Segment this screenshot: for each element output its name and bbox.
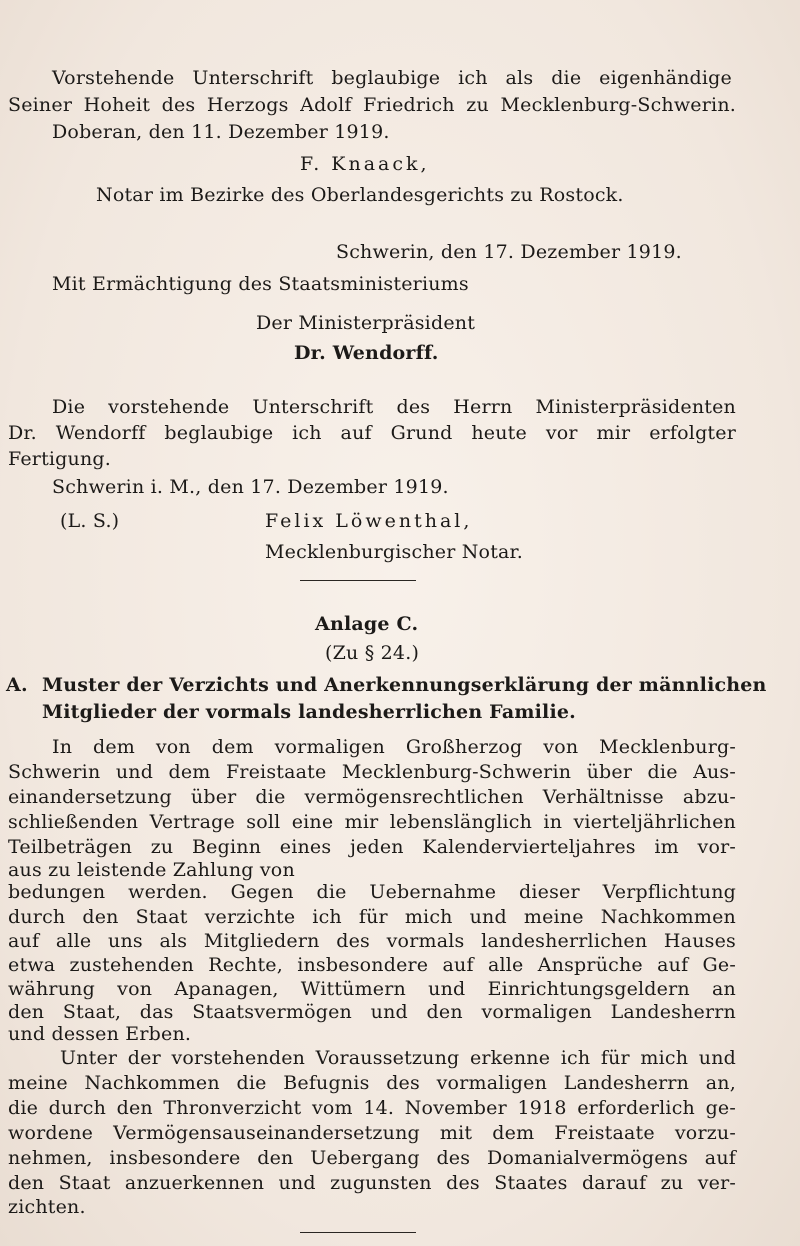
para1-line: auf alle uns als Mitgliedern des vormals landesherrlichen Hauses (8, 930, 736, 952)
certification2-line-2: Dr. Wendorff beglaubige ich auf Grund heute vor mir erfolgter (8, 422, 736, 444)
annex-reference: (Zu § 24.) (325, 642, 420, 664)
para1-line: etwa zustehenden Rechte, insbesondere auf alle Ansprüche auf Ge- (8, 954, 736, 976)
place-date-schwerin-2: Schwerin i. M., den 17. Dezember 1919. (52, 476, 449, 498)
section-heading-line-1: Muster der Verzichts und Anerkennungserklärung der männlichen (42, 674, 767, 696)
annex-title: Anlage C. (315, 613, 419, 635)
para1-line: schließenden Vertrage soll eine mir lebenslänglich in vierteljährlichen (8, 811, 736, 833)
para1-line: In dem von dem vormaligen Großherzog von Mecklenburg- (52, 736, 736, 758)
para1-line: bedungen werden. Gegen die Uebernahme dieser Verpflichtung (8, 881, 736, 903)
notary-title: Mecklenburgischer Notar. (265, 541, 523, 563)
para2-line: nehmen, insbesondere den Uebergang des Domanialvermögens auf (8, 1147, 736, 1169)
separator-rule-2 (300, 1232, 416, 1233)
minister-name: Dr. Wendorff. (294, 342, 439, 364)
certification-line-2: Seiner Hoheit des Herzogs Adolf Friedrich zu Mecklenburg-Schwerin. (8, 94, 736, 116)
para1-line: währung von Apanagen, Wittümern und Einrichtungsgeldern an (8, 978, 736, 1000)
office-line: Der Ministerpräsident (256, 312, 476, 334)
para1-line: Teilbeträgen zu Beginn eines jeden Kalendervierteljahres im vor- (8, 836, 736, 858)
authority-line: Mit Ermächtigung des Staatsministeriums (52, 273, 469, 295)
section-heading-line-2: Mitglieder der vormals landesherrlichen Familie. (42, 701, 576, 723)
para1-line: einandersetzung über die vermögensrechtlichen Verhältnisse abzu- (8, 786, 736, 808)
para2-line: den Staat anzuerkennen und zugunsten des Staates darauf zu ver- (8, 1172, 736, 1194)
place-date-doberan: Doberan, den 11. Dezember 1919. (52, 121, 390, 143)
para1-line: aus zu leistende Zahlung von (8, 859, 295, 881)
section-label: A. (6, 674, 28, 696)
certification-line-1: Vorstehende Unterschrift beglaubige ich als die eigenhändige (52, 67, 732, 89)
certification2-line-3: Fertigung. (8, 448, 112, 470)
notary-name: Felix Löwenthal, (265, 510, 473, 532)
para1-line: den Staat, das Staatsvermögen und den vormaligen Landesherrn (8, 1001, 736, 1023)
certification2-line-1: Die vorstehende Unterschrift des Herrn Ministerpräsidenten (52, 396, 736, 418)
signer-knaack: F. Knaack, (300, 153, 430, 175)
para2-line: die durch den Thronverzicht vom 14. November 1918 erforderlich ge- (8, 1097, 736, 1119)
separator-rule-1 (300, 580, 416, 581)
para1-line: und dessen Erben. (8, 1023, 192, 1045)
place-date-schwerin: Schwerin, den 17. Dezember 1919. (336, 241, 682, 263)
para1-line: Schwerin und dem Freistaate Mecklenburg-Schwerin über die Aus- (8, 761, 736, 783)
para2-line: Unter der vorstehenden Voraussetzung erkenne ich für mich und (60, 1047, 736, 1069)
signer-title: Notar im Bezirke des Oberlandesgerichts zu Rostock. (96, 184, 624, 206)
para2-line: meine Nachkommen die Befugnis des vormaligen Landesherrn an, (8, 1072, 736, 1094)
para2-line: zichten. (8, 1196, 86, 1218)
para2-line: wordene Vermögensauseinandersetzung mit dem Freistaate vorzu- (8, 1122, 736, 1144)
seal-mark: (L. S.) (60, 510, 120, 532)
para1-line: durch den Staat verzichte ich für mich und meine Nachkommen (8, 906, 736, 928)
